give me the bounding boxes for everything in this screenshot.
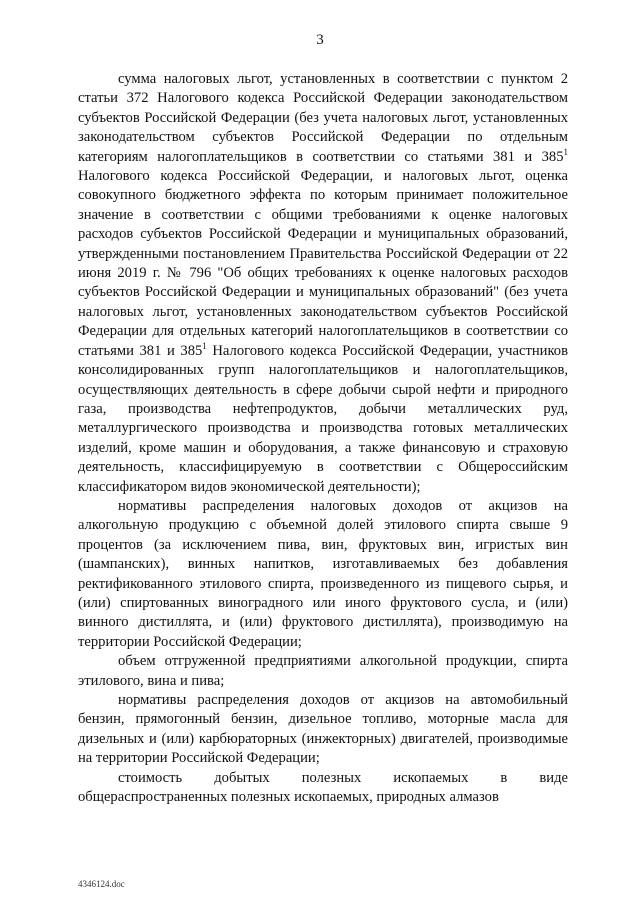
paragraph-tax-benefits [78,70,568,497]
paragraph-fuel-excise: нормативы распределения доходов от акцизов на автомобильный бензин, прямогонный бензин, дизельное топливо, моторные масла для дизельных и (или) карбюраторных (инжекторных) двигателей, производимые на территории Российской Федерации; [78,692,568,767]
footer-filename: 4346124.doc [78,879,125,889]
paragraph-minerals-cost: стоимость добытых полезных ископаемых в виде общераспространенных полезных ископаемых, природных алмазов [78,769,568,806]
paragraph-alcohol-volume: объем отгруженной предприятиями алкогольной продукции, спирта этилового, вина и пива; [78,653,568,689]
paragraph-text: Налогового кодекса Российской Федерации, участников консолидированных групп налогоплательщиков и налогоплательщиков, осуществляющих деятельность в сфере добычи сырой нефти и природного газа, производства нефтепродуктов, добычи металлических руд, металлургического производства и производства готовых металлических изделий, кроме машин и оборудования, а также финансовую и страховую деятельность, классифицируемую в соответствии с Общероссийским классификатором видов экономической деятельности); [78,342,568,495]
footnote-superscript: 1 [202,340,207,351]
paragraph-text: сумма налоговых льгот, установленных в соответствии с пунктом 2 статьи 372 Налогового кодекса Российской Федерации законодательством субъектов Российской Федерации (без учета налоговых льгот, установленных законодательством субъектов Российской Федерации по отдельным категориям налогоплательщиков в соответствии со статьями 381 и 385 [78,71,568,165]
footnote-superscript: 1 [563,146,568,157]
paragraph-alcohol-excise: нормативы распределения налоговых доходов от акцизов на алкогольную продукцию с объемной долей этилового спирта свыше 9 процентов (за исключением пива, вин, фруктовых вин, игристых вин (шампанских), винных напитков, изготавливаемых без добавления ректификованного этилового спирта, произведенного из пищевого сырья, и (или) спиртованных виноградного или иного фруктового сусла, и (или) винного дистиллята, и (или) фруктового дистиллята), производимую на территории Российской Федерации; [78,497,568,650]
document-body [78,70,568,807]
paragraph-text: Налогового кодекса Российской Федерации, и налоговых льгот, оценка совокупного бюджетного эффекта по которым принимает положительное значение в соответствии с общими требованиями к оценке налоговых расходов субъектов Российской Федерации и муниципальных образований, утвержденными постановлением Правительства Российской Федерации от 22 июня 2019 г. № 796 "Об общих требованиях к оценке налоговых расходов субъектов Российской Федерации и муниципальных образований" (без учета налоговых льгот, установленных законодательством субъектов Российской Федерации для отдельных категорий налогоплательщиков в соответствии со статьями 381 и 385 [78,168,568,359]
page-number: 3 [316,32,324,48]
